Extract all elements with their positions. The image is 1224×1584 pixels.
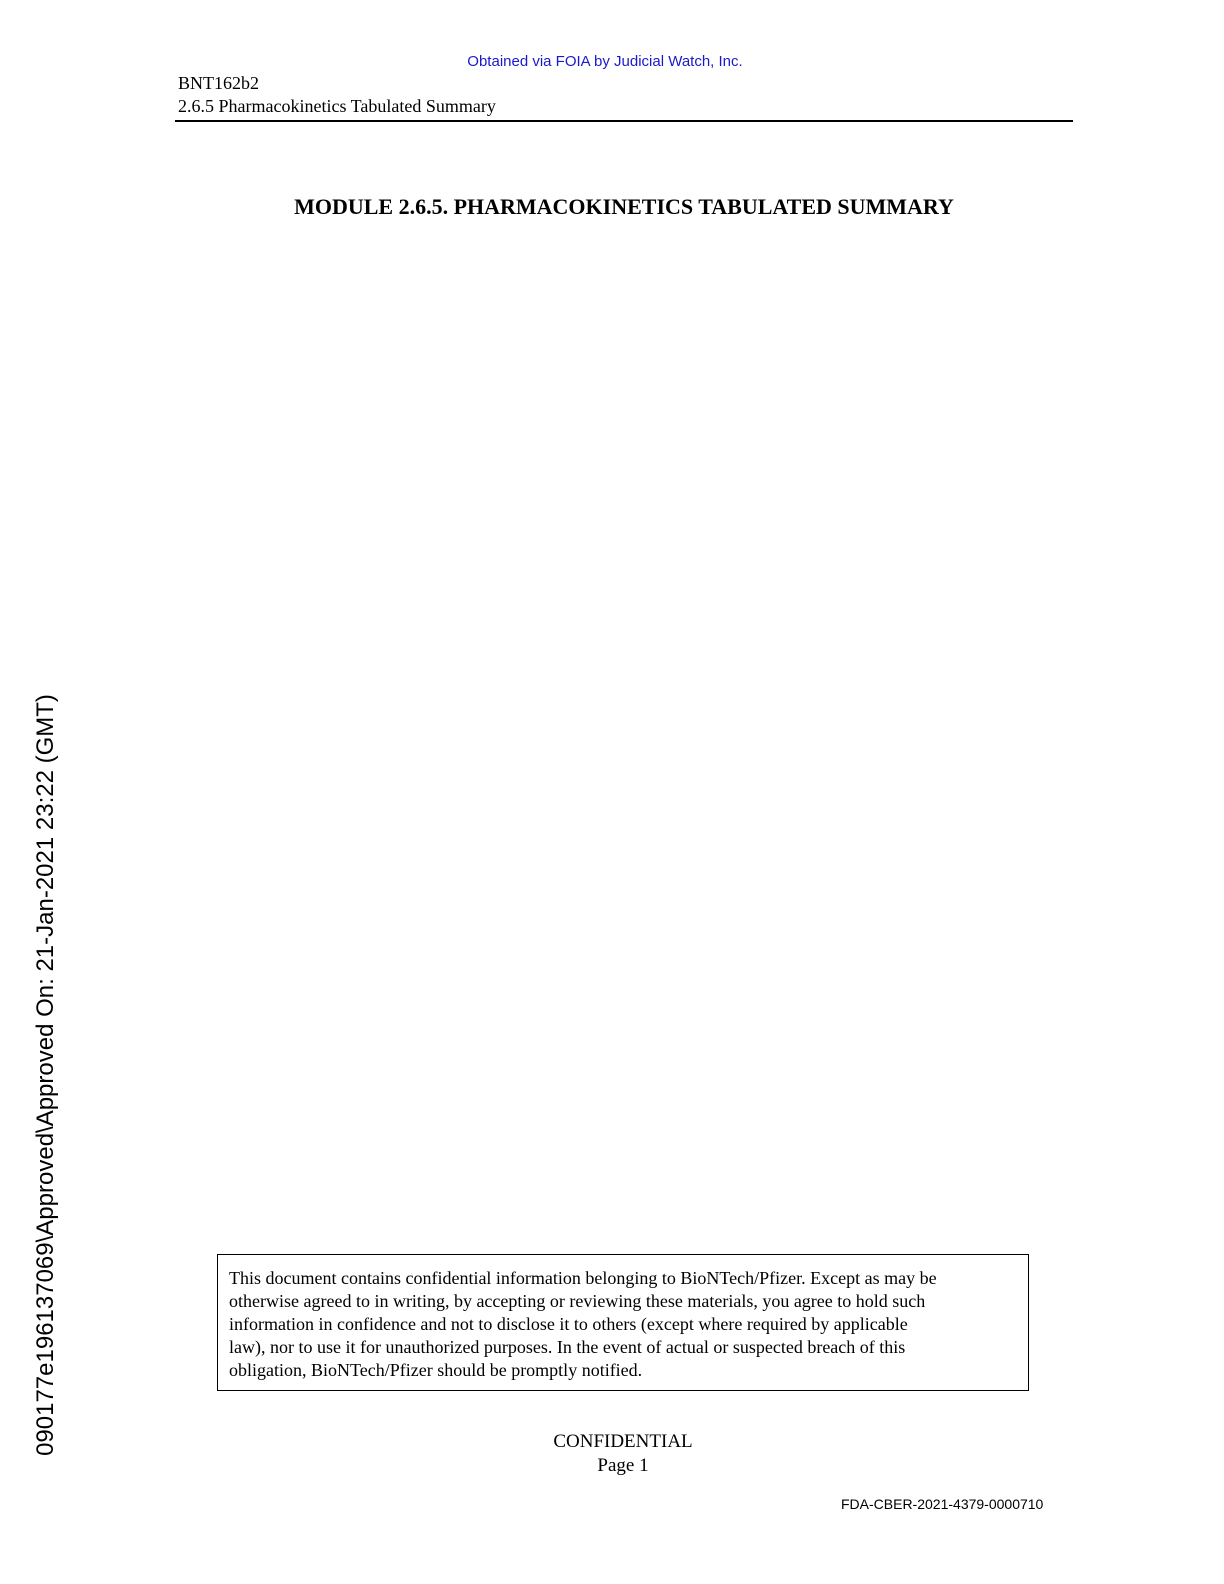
approval-stamp: 090177e196137069\Approved\Approved On: 21-Jan-2021 23:22 (GMT) (32, 694, 59, 1456)
notice-line: This document contains confidential information belonging to BioNTech/Pfizer. Except as may be (229, 1268, 937, 1288)
footer-classification: CONFIDENTIAL (553, 1431, 693, 1452)
header-section: 2.6.5 Pharmacokinetics Tabulated Summary (178, 96, 496, 116)
notice-line: law), nor to use it for unauthorized purposes. In the event of actual or suspected breach of this (229, 1337, 906, 1357)
notice-line: otherwise agreed to in writing, by accepting or reviewing these materials, you agree to hold such (229, 1291, 926, 1311)
header-product: BNT162b2 (178, 73, 259, 93)
page-header (175, 72, 1073, 122)
confidentiality-notice (217, 1254, 1029, 1391)
page-number: Page 1 (597, 1455, 649, 1476)
notice-line: obligation, BioNTech/Pfizer should be promptly notified. (229, 1360, 643, 1380)
notice-line: information in confidence and not to disclose it to others (except where required by applicable (229, 1314, 908, 1334)
module-title: MODULE 2.6.5. PHARMACOKINETICS TABULATED SUMMARY (294, 194, 954, 219)
page-footer (0, 1430, 1224, 1478)
document-id: FDA-CBER-2021-4379-0000710 (841, 1496, 1044, 1512)
foia-banner: Obtained via FOIA by Judicial Watch, Inc. (467, 53, 743, 70)
